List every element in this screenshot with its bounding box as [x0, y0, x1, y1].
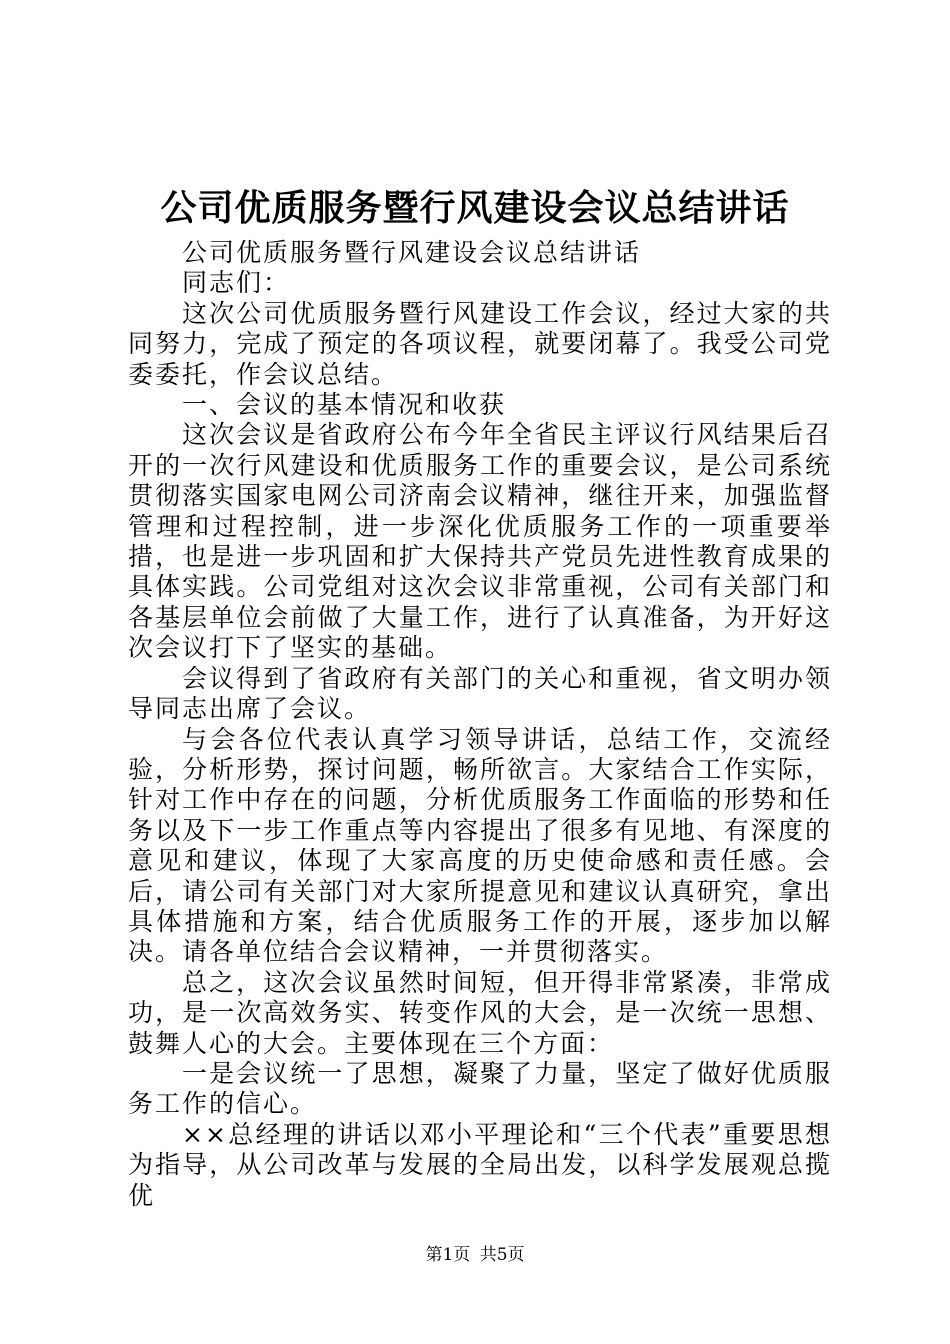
paragraph: 这次公司优质服务暨行风建设工作会议，经过大家的共同努力，完成了预定的各项议程，就要闭幕了。我受公司党委委托，作会议总结。 [128, 298, 832, 389]
document-title: 公司优质服务暨行风建设会议总结讲话 [160, 187, 790, 229]
paragraph: 与会各位代表认真学习领导讲话，总结工作，交流经验，分析形势，探讨问题，畅所欲言。大家结合工作实际，针对工作中存在的问题，分析优质服务工作面临的形势和任务以及下一步工作重点等内容提出了很多有见地、有深度的意见和建议，体现了大家高度的历史使命感和责任感。会后，请公司有关部门对大家所提意见和建议认真研究，拿出具体措施和方案，结合优质服务工作的开展，逐步加以解决。请各单位结合会议精神，一并贯彻落实。 [128, 724, 832, 967]
paragraph: 这次会议是省政府公布今年全省民主评议行风结果后召开的一次行风建设和优质服务工作的重要会议，是公司系统贯彻落实国家电网公司济南会议精神，继往开来，加强监督管理和过程控制，进一步深化优质服务工作的一项重要举措，也是进一步巩固和扩大保持共产党员先进性教育成果的具体实践。公司党组对这次会议非常重视，公司有关部门和各基层单位会前做了大量工作，进行了认真准备，为开好这次会议打下了坚实的基础。 [128, 420, 832, 663]
page-total: 共5页 [479, 1245, 525, 1265]
paragraph: 会议得到了省政府有关部门的关心和重视，省文明办领导同志出席了会议。 [128, 663, 832, 724]
page-footer [0, 1244, 950, 1266]
paragraph: ××总经理的讲话以邓小平理论和“三个代表”重要思想为指导，从公司改革与发展的全局出发，以科学发展观总揽优 [128, 1119, 832, 1210]
document-body [128, 238, 832, 1211]
paragraph: 一是会议统一了思想，凝聚了力量，坚定了做好优质服务工作的信心。 [128, 1058, 832, 1119]
section-heading: 一、会议的基本情况和收获 [182, 390, 507, 420]
paragraph-salutation: 同志们： [182, 268, 291, 298]
paragraph: 总之，这次会议虽然时间短，但开得非常紧凑，非常成功，是一次高效务实、转变作风的大会，是一次统一思想、鼓舞人心的大会。主要体现在三个方面： [128, 967, 832, 1058]
paragraph-subtitle: 公司优质服务暨行风建设会议总结讲话 [182, 238, 642, 267]
page-number: 第1页 [425, 1245, 471, 1265]
